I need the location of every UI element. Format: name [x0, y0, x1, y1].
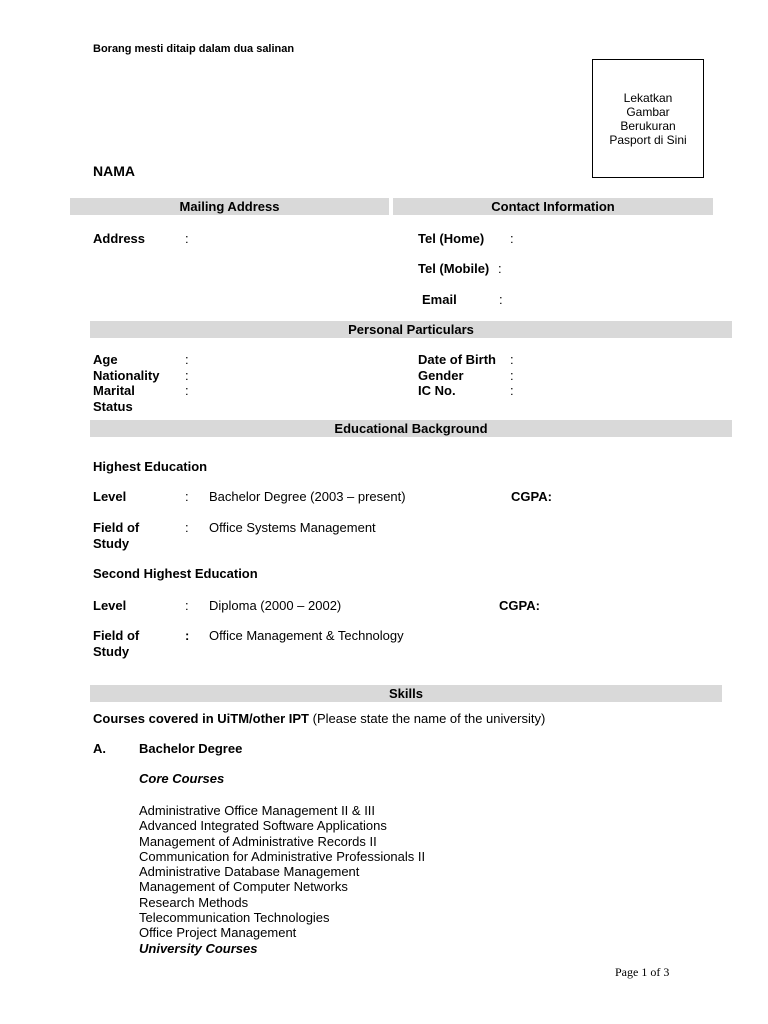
photo-box-line: Lekatkan [623, 90, 673, 105]
age-label: Age [93, 352, 118, 367]
photo-box-line: Gambar [626, 104, 670, 119]
age-colon: : [185, 352, 189, 367]
nationality-label: Nationality [93, 368, 160, 383]
marital-colon: : [185, 383, 189, 398]
ic-colon: : [510, 383, 514, 398]
list-item: Research Methods [139, 894, 249, 910]
highest-level-value: Bachelor Degree (2003 – present) [209, 489, 406, 504]
courses-covered-note: (Please state the name of the university) [309, 711, 546, 726]
field-colon: : [185, 628, 190, 643]
list-marker-a: A. [93, 741, 106, 756]
dob-colon: : [510, 352, 514, 367]
level-colon: : [185, 489, 189, 504]
field-of-label: Field of [93, 520, 140, 535]
second-field-value: Office Management & Technology [209, 628, 404, 643]
list-item: Administrative Database Management [139, 864, 360, 880]
courses-covered-line [93, 711, 545, 726]
second-level-value: Diploma (2000 – 2002) [209, 598, 342, 613]
second-education-heading: Second Highest Education [93, 566, 258, 581]
cgpa-label: CGPA: [511, 489, 552, 504]
list-item: Communication for Administrative Professionals II [139, 848, 426, 864]
nationality-colon: : [185, 368, 189, 383]
list-item: Telecommunication Technologies [139, 910, 330, 926]
list-item: Management of Computer Networks [139, 879, 348, 895]
passport-photo-box [592, 59, 704, 178]
section-educational-background: Educational Background [90, 420, 732, 437]
level-label: Level [93, 489, 127, 504]
photo-box-line: Berukuran [620, 118, 676, 133]
list-item: Office Project Management [139, 925, 297, 941]
tel-home-label: Tel (Home) [418, 231, 485, 246]
email-colon: : [499, 292, 503, 307]
field-colon: : [185, 520, 189, 535]
page-number: Page 1 of 3 [615, 965, 670, 979]
status-label: Status [93, 399, 133, 414]
study-label: Study [93, 536, 130, 551]
email-label: Email [422, 292, 457, 307]
study-label: Study [93, 644, 130, 659]
section-mailing-address: Mailing Address [70, 198, 389, 215]
core-courses-heading: Core Courses [139, 771, 225, 786]
name-label: NAMA [93, 163, 135, 179]
level-label: Level [93, 598, 127, 613]
highest-field-value: Office Systems Management [209, 520, 376, 535]
tel-mobile-colon: : [498, 261, 502, 276]
form-instruction: Borang mesti ditaip dalam dua salinan [93, 43, 295, 55]
gender-colon: : [510, 368, 514, 383]
courses-covered-label: Courses covered in UiTM/other IPT [93, 711, 309, 726]
list-item: Advanced Integrated Software Applications [139, 818, 387, 834]
gender-label: Gender [418, 368, 464, 383]
list-item: Administrative Office Management II & III [139, 803, 376, 818]
highest-education-heading: Highest Education [93, 459, 208, 474]
tel-mobile-label: Tel (Mobile) [418, 261, 490, 276]
level-colon: : [185, 598, 189, 613]
bachelor-degree-heading: Bachelor Degree [139, 741, 243, 756]
address-colon: : [185, 231, 189, 246]
section-skills: Skills [90, 685, 722, 702]
dob-label: Date of Birth [418, 352, 496, 367]
list-item: Management of Administrative Records II [139, 833, 377, 849]
section-contact-information: Contact Information [393, 198, 713, 215]
marital-label: Marital [93, 383, 135, 398]
tel-home-colon: : [510, 231, 514, 246]
field-of-label: Field of [93, 628, 140, 643]
cgpa-label: CGPA: [499, 598, 540, 613]
address-label: Address [93, 231, 146, 246]
ic-label: IC No. [418, 383, 456, 398]
section-personal-particulars: Personal Particulars [90, 321, 732, 338]
core-courses-list [139, 803, 425, 956]
photo-box-line: Pasport di Sini [609, 132, 687, 147]
university-courses-heading: University Courses [139, 940, 258, 956]
